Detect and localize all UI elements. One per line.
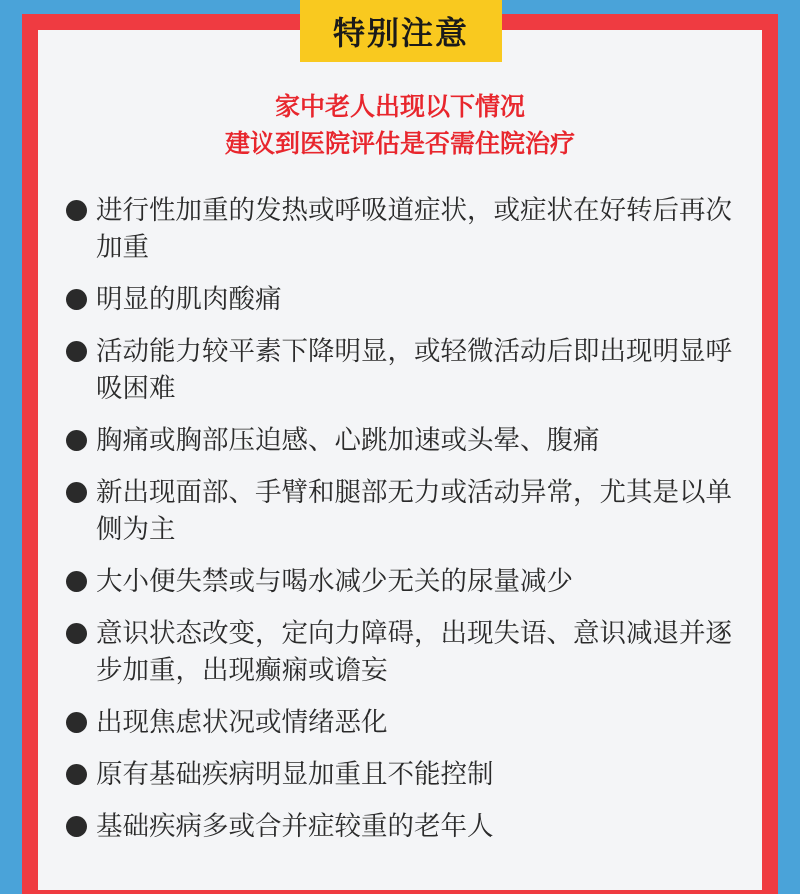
list-item [66,422,746,459]
list-item-text: 胸痛或胸部压迫感、心跳加速或头晕、腹痛 [96,425,600,456]
bullet-icon [66,816,87,837]
bullet-icon [66,712,87,733]
title-badge [300,0,502,62]
subtitle-line-2: 建议到医院评估是否需住院治疗 [224,129,575,158]
list-item [66,615,746,689]
list-item-text: 大小便失禁或与喝水减少无关的尿量减少 [96,566,573,597]
list-item [66,808,746,845]
list-item [66,563,746,600]
list-item [66,281,746,318]
bullet-icon [66,289,87,310]
bullet-icon [66,200,87,221]
list-item-text: 意识状态改变，定向力障碍，出现失语、意识减退并逐步加重，出现癫痫或谵妄 [96,618,732,686]
subtitle-line-1: 家中老人出现以下情况 [274,92,525,121]
list-item-text: 进行性加重的发热或呼吸道症状，或症状在好转后再次加重 [96,195,732,263]
bullet-icon [66,764,87,785]
list-item [66,704,746,741]
list-item-text: 基础疾病多或合并症较重的老年人 [96,811,494,842]
list-item [66,192,746,266]
list-item [66,333,746,407]
bullet-icon [66,341,87,362]
list-item-text: 出现焦虑状况或情绪恶化 [96,707,388,738]
list-item-text: 明显的肌肉酸痛 [96,284,282,315]
subtitle [38,88,762,162]
symptom-list [66,192,746,860]
bullet-icon [66,571,87,592]
title-badge-label: 特别注意 [332,14,469,52]
list-item-text: 活动能力较平素下降明显，或轻微活动后即出现明显呼吸困难 [96,336,732,404]
bullet-icon [66,623,87,644]
list-item-text: 新出现面部、手臂和腿部无力或活动异常，尤其是以单侧为主 [96,477,732,545]
bullet-icon [66,430,87,451]
bullet-icon [66,482,87,503]
list-item-text: 原有基础疾病明显加重且不能控制 [96,759,494,790]
list-item [66,756,746,793]
list-item [66,474,746,548]
